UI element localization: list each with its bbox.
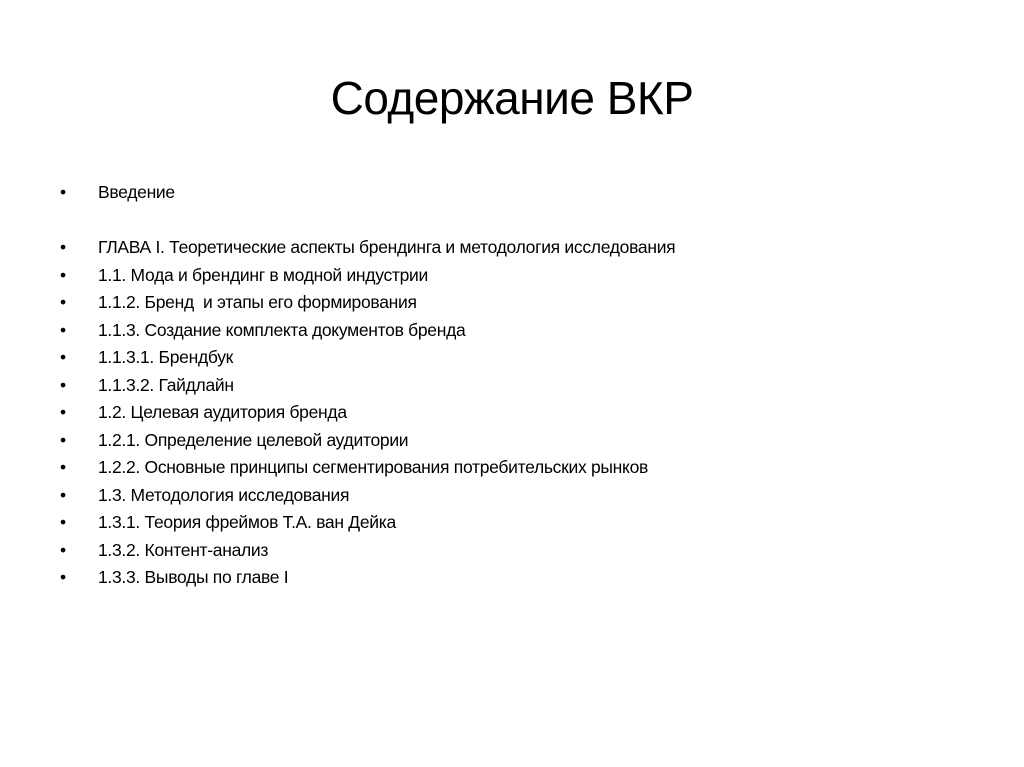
bullet-icon: • (60, 292, 66, 312)
list-item (56, 179, 675, 207)
list-item-label: ГЛАВА I. Теоретические аспекты брендинга и методология исследования (98, 237, 676, 257)
list-item-label: 1.1. Мода и брендинг в модной индустрии (98, 264, 429, 285)
bullet-icon: • (60, 429, 66, 450)
bullet-icon: • (60, 512, 66, 532)
list-item (56, 427, 675, 455)
bullet-icon: • (60, 402, 66, 422)
list-item-label: 1.1.3.2. Гайдлайн (98, 374, 234, 395)
list-item-label: 1.1.2. Бренд и этапы его формирования (98, 292, 417, 312)
list-item (56, 482, 675, 510)
bullet-icon: • (60, 319, 66, 340)
bullet-icon: • (60, 567, 66, 587)
contents-list (56, 179, 675, 592)
bullet-icon: • (60, 347, 66, 367)
bullet-icon: • (60, 182, 66, 202)
slide-title: Содержание ВКР (330, 72, 694, 124)
list-item (56, 564, 675, 592)
list-item (56, 372, 675, 400)
bullet-icon: • (60, 457, 66, 477)
list-item (56, 289, 675, 317)
bullet-icon: • (60, 484, 66, 505)
list-item (56, 262, 675, 290)
list-item-label: 1.3. Методология исследования (98, 484, 350, 505)
list-item (56, 317, 675, 345)
list-item-label: 1.1.3. Создание комплекта документов бренда (98, 319, 466, 340)
list-item (56, 399, 675, 427)
bullet-icon: • (60, 237, 66, 257)
list-item-label: 1.3.3. Выводы по главе I (98, 567, 289, 587)
list-item-label: 1.3.2. Контент-анализ (98, 539, 269, 560)
list-item-label: 1.2.2. Основные принципы сегментирования потребительских рынков (98, 457, 649, 477)
bullet-icon: • (60, 264, 66, 285)
list-item (56, 537, 675, 565)
list-item (56, 509, 675, 537)
list-item-label: 1.2.1. Определение целевой аудитории (98, 429, 409, 450)
list-item-label: 1.2. Целевая аудитория бренда (98, 402, 347, 422)
list-item (56, 344, 675, 372)
list-item (56, 234, 675, 262)
list-item-label: Введение (98, 182, 175, 202)
list-item-label: 1.3.1. Теория фреймов Т.А. ван Дейка (98, 512, 396, 532)
bullet-icon: • (60, 539, 66, 560)
list-item (56, 454, 675, 482)
bullet-icon: • (60, 374, 66, 395)
list-item-label: 1.1.3.1. Брендбук (98, 347, 234, 367)
